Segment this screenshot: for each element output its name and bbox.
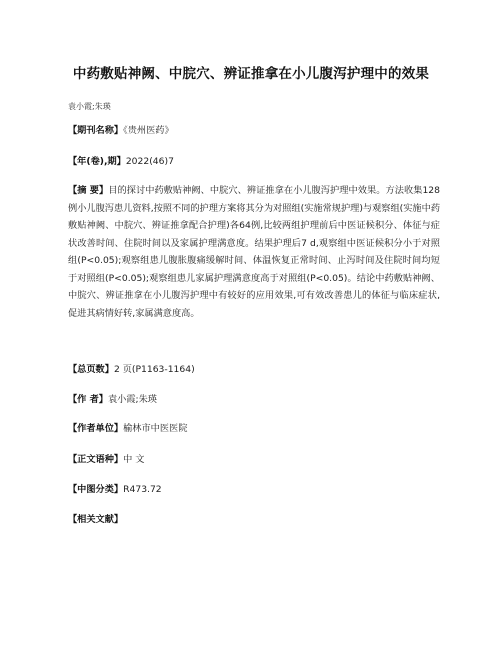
journal-value: 《贵州医药》: [123, 125, 174, 136]
classification-value: R473.72: [123, 484, 162, 495]
abstract-text: 目的探讨中药敷贴神阙、中脘穴、辨证推拿在小儿腹泻护理中效果。方法收集128例小儿腹泻患儿资料,按照不同的护理方案将其分为对照组(实施常规护理)与观察组(实施中药敷贴神阙、中脘穴、辨证推拿配合护理)各64例,比较两组护理前后中医证候积分、体征与症状改善时间、住院时间以及家属护理满意度。结果护理后7 d,观察组中医证候积分小于对照组(P<0.05);观察组患儿腹胀腹痛缓解时间、体温恢复正常时间、止泻时间及住院时间均短于对照组(P<0.05);观察组患儿家属护理满意度高于对照组(P<0.05)。结论中药敷贴神阙、中脘穴、辨证推拿在小儿腹泻护理中有较好的应用效果,可有效改善患儿的体征与临床症状,促进其病情好转,家属满意度高。: [68, 185, 440, 319]
classification-label: 【中图分类】: [68, 484, 124, 495]
related-literature-field: [68, 511, 440, 529]
abstract-field: [68, 182, 440, 322]
author-field: [68, 391, 440, 409]
abstract-label: 【摘 要】: [68, 185, 109, 196]
classification-field: [68, 481, 440, 499]
journal-field: [68, 122, 440, 140]
pages-field: [68, 361, 440, 379]
year-issue-label: 【年(卷),期】: [68, 156, 126, 167]
related-literature-label: 【相关文献】: [68, 514, 124, 525]
year-issue-value: 2022(46)7: [125, 156, 174, 167]
author-line: 袁小霞;朱瑛: [68, 102, 111, 111]
author-unit-label: 【作者单位】: [68, 423, 124, 434]
author-unit-field: [68, 420, 440, 438]
author-label: 【作 者】: [68, 394, 108, 405]
journal-label: 【期刊名称】: [68, 125, 124, 136]
pages-value: 2 页(P1163-1164): [113, 364, 195, 375]
pages-label: 【总页数】: [68, 364, 114, 375]
author-value: 袁小霞;朱瑛: [107, 394, 157, 405]
language-field: [68, 451, 440, 469]
author-unit-value: 榆林市中医医院: [123, 423, 188, 434]
language-value: 中 文: [123, 454, 145, 465]
article-title: 中药敷贴神阙、中脘穴、辨证推拿在小儿腹泻护理中的效果: [72, 66, 430, 82]
language-label: 【正文语种】: [68, 454, 124, 465]
year-issue-field: [68, 153, 440, 171]
